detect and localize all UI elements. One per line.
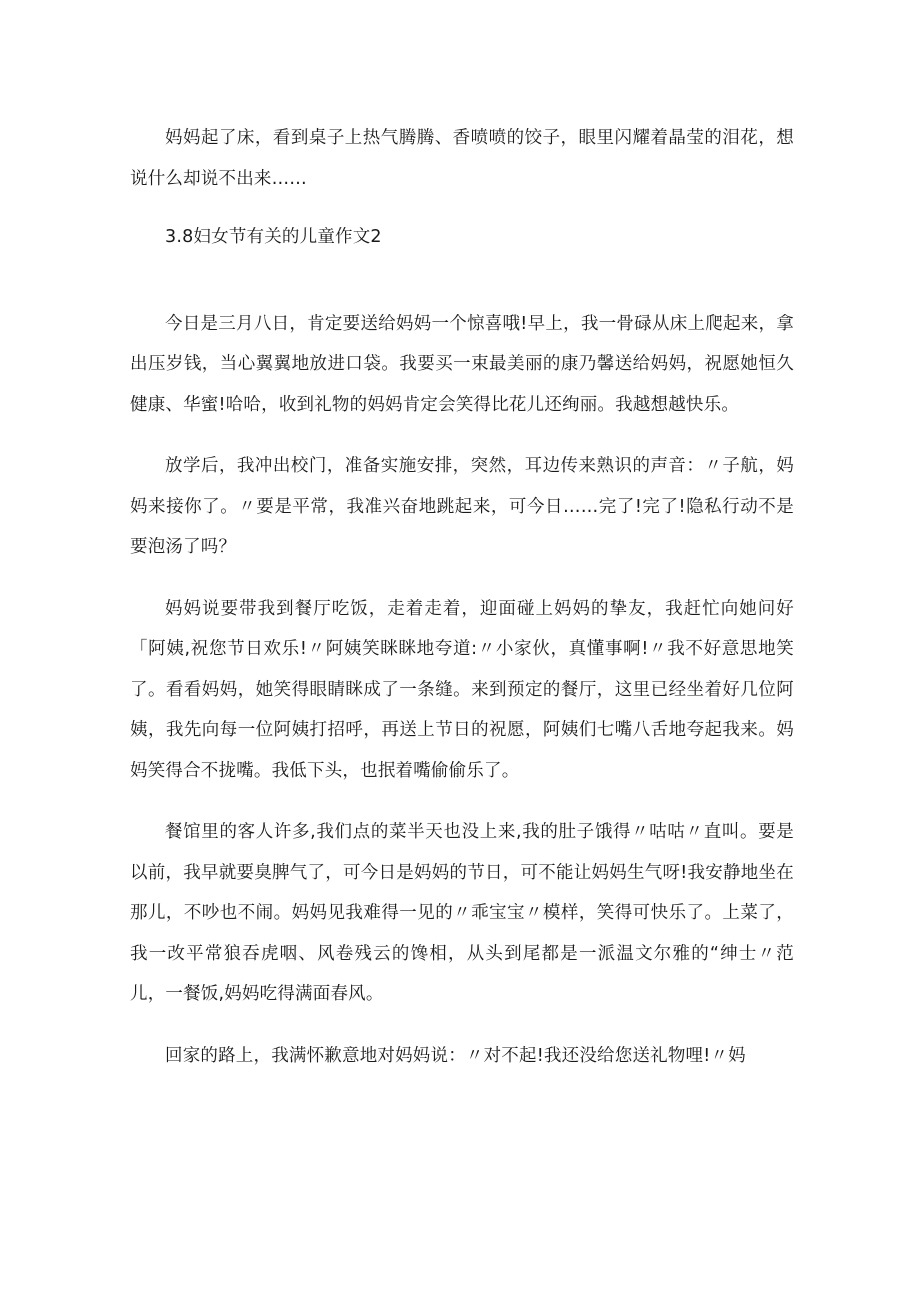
body-paragraph: 今日是三月八日，肯定要送给妈妈一个惊喜哦!早上，我一骨碌从床上爬起来，拿出压岁钱，当心翼翼地放进口袋。我要买一束最美丽的康乃馨送给妈妈，祝愿她恒久健康、华蜜!哈哈，收到礼物的妈妈肯定会笑得比花儿还绚丽。我越想越快乐。 bbox=[130, 313, 794, 415]
section-heading: 3.8妇女节有关的儿童作文2 bbox=[165, 227, 382, 247]
body-paragraph: 放学后，我冲出校门，准备实施安排，突然，耳边传来熟识的声音：〃子航，妈妈来接你了。〃要是平常，我准兴奋地跳起来，可今日……完了!完了!隐私行动不是要泡汤了吗？ bbox=[130, 456, 794, 557]
intro-paragraph: 妈妈起了床，看到桌子上热气腾腾、香喷喷的饺子，眼里闪耀着晶莹的泪花，想说什么却说不出来…… bbox=[130, 128, 794, 189]
body-paragraph: 妈妈说要带我到餐厅吃饭，走着走着，迎面碰上妈妈的挚友，我赶忙向她问好「阿姨,祝您节日欢乐!〃阿姨笑眯眯地夸道:〃小家伙，真懂事啊!〃我不好意思地笑了。看看妈妈，她笑得眼睛眯成了一条缝。来到预定的餐厅，这里已经坐着好几位阿姨，我先向每一位阿姨打招呼，再送上节日的祝愿，阿姨们七嘴八舌地夸起我来。妈妈笑得合不拢嘴。我低下头，也抿着嘴偷偷乐了。 bbox=[130, 598, 794, 781]
body-paragraph: 回家的路上，我满怀歉意地对妈妈说：〃对不起!我还没给您送礼物哩!〃妈 bbox=[165, 1045, 746, 1066]
body-paragraph: 餐馆里的客人许多,我们点的菜半天也没上来,我的肚子饿得〃咕咕〃直叫。要是以前，我早就要臭脾气了，可今日是妈妈的节日，可不能让妈妈生气呀!我安静地坐在那儿，不吵也不闹。妈妈见我难得一见的〃乖宝宝〃模样，笑得可快乐了。上菜了，我一改平常狼吞虎咽、风卷残云的馋相，从头到尾都是一派温文尔雅的“绅士〃范儿，一餐饭,妈妈吃得满面春风。 bbox=[130, 822, 794, 1004]
document-body bbox=[130, 118, 794, 1097]
